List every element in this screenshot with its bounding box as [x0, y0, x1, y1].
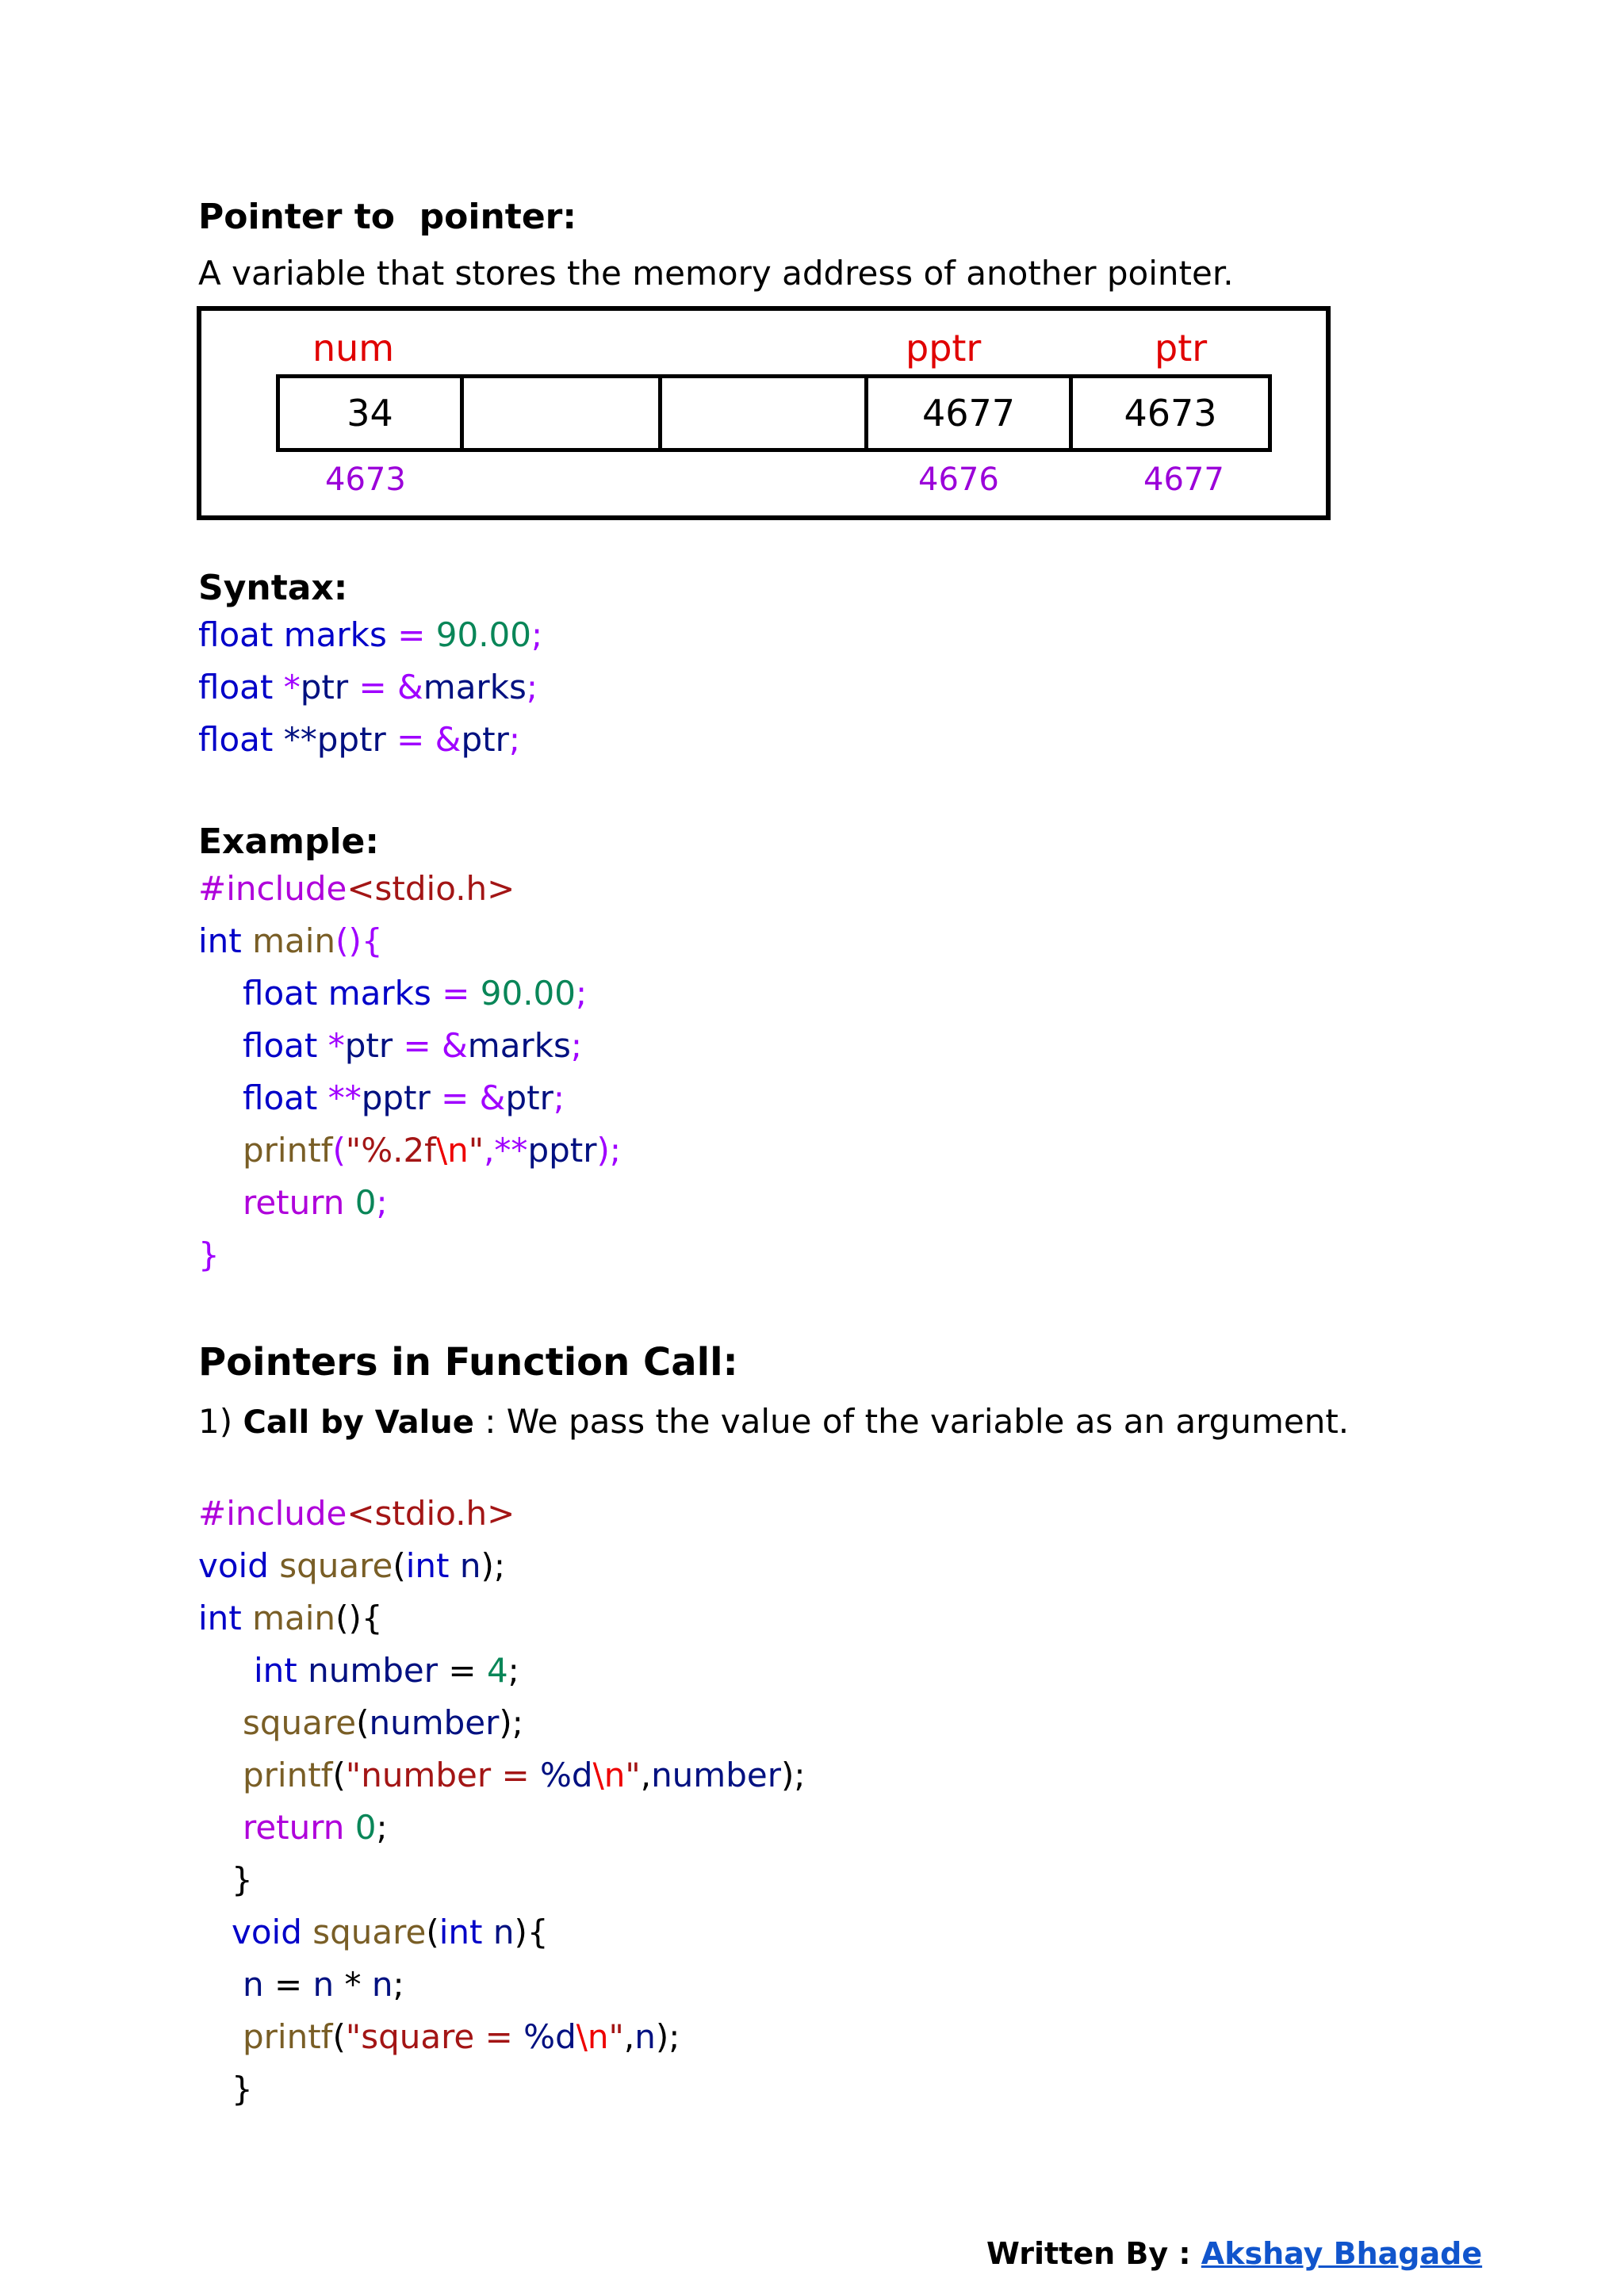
- code2-line-9: void square(int n){: [232, 1913, 549, 1951]
- code2-line-7: return 0;: [243, 1808, 388, 1847]
- author-link[interactable]: Akshay Bhagade: [1201, 2236, 1483, 2271]
- call-by-value-item: 1) Call by Value : We pass the value of the variable as an argument.: [198, 1402, 1350, 1441]
- memory-cell-empty: [662, 378, 868, 448]
- label-ptr: ptr: [1155, 327, 1208, 370]
- example-line-7: return 0;: [243, 1183, 388, 1222]
- example-line-5: float **pptr = &ptr;: [243, 1078, 565, 1117]
- syntax-line-3: float **pptr = &ptr;: [198, 720, 520, 759]
- code2-line-3: int main(){: [198, 1599, 383, 1637]
- memory-cells: [276, 374, 1272, 452]
- example-line-6: printf("%.2f\n",**pptr);: [243, 1131, 622, 1170]
- memory-cell-ptr: 4673: [1124, 392, 1217, 435]
- address-num: 4673: [325, 461, 406, 498]
- code2-line-1: #include<stdio.h>: [198, 1494, 515, 1533]
- memory-cell-pptr: 4677: [868, 378, 1073, 448]
- address-ptr: 4677: [1143, 461, 1224, 498]
- label-num: num: [312, 327, 395, 370]
- code2-line-5: square(number);: [243, 1703, 523, 1742]
- footer-credit: [986, 2236, 1482, 2271]
- section-description: A variable that stores the memory address of another pointer.: [198, 254, 1234, 293]
- written-by-label: Written By :: [986, 2236, 1201, 2271]
- example-line-3: float marks = 90.00;: [243, 974, 588, 1013]
- code2-line-10: n = n * n;: [243, 1965, 404, 2004]
- code2-line-12: }: [232, 2070, 253, 2108]
- section-heading-pointers-in-function-call: Pointers in Function Call:: [198, 1340, 738, 1384]
- memory-cell-num: 34: [280, 378, 464, 448]
- example-heading: Example:: [198, 821, 379, 862]
- code2-line-11: printf("square = %d\n",n);: [243, 2017, 680, 2056]
- example-line-4: float *ptr = &marks;: [243, 1026, 583, 1065]
- address-pptr: 4676: [918, 461, 999, 498]
- syntax-heading: Syntax:: [198, 568, 348, 608]
- code2-line-4: int number = 4;: [254, 1651, 519, 1690]
- syntax-line-2: float *ptr = &marks;: [198, 668, 538, 707]
- code2-line-6: printf("number = %d\n",number);: [243, 1756, 806, 1794]
- section-heading-pointer-to-pointer: Pointer to pointer:: [198, 197, 576, 237]
- code2-line-2: void square(int n);: [198, 1546, 505, 1585]
- syntax-line-1: float marks = 90.00;: [198, 615, 543, 654]
- example-line-1: #include<stdio.h>: [198, 869, 515, 908]
- memory-cell-empty: [464, 378, 662, 448]
- label-pptr: pptr: [906, 327, 982, 370]
- example-line-8: }: [198, 1235, 220, 1274]
- code2-line-8: }: [232, 1860, 253, 1899]
- example-line-2: int main(){: [198, 921, 383, 960]
